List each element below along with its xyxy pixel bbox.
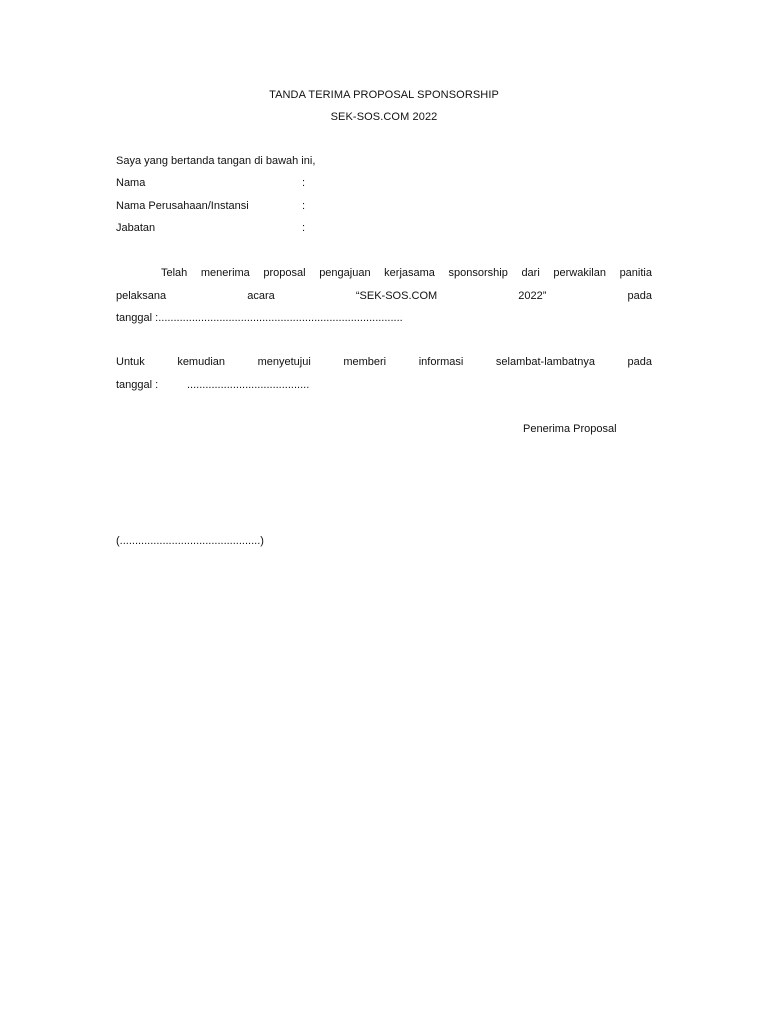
paragraph2-date-dots: ........................................	[187, 379, 310, 391]
word: Untuk	[116, 356, 145, 368]
word: selambat-lambatnya	[495, 356, 595, 368]
field-perusahaan	[116, 200, 416, 214]
paragraph2-date-label: tanggal :	[116, 379, 159, 391]
paragraph1-line2	[116, 290, 652, 302]
word: Telah	[161, 267, 188, 279]
word: dari	[521, 267, 540, 279]
word: panitia	[619, 267, 652, 279]
word: memberi	[343, 356, 387, 368]
word: kemudian	[177, 356, 226, 368]
word: informasi	[418, 356, 464, 368]
field-jabatan	[116, 222, 416, 236]
word: perwakilan	[553, 267, 606, 279]
field-label: Jabatan	[116, 222, 156, 234]
word: pengajuan	[319, 267, 371, 279]
paragraph1-line1	[161, 267, 652, 279]
document-subtitle: SEK-SOS.COM 2022	[330, 111, 438, 123]
field-colon: :	[302, 222, 306, 234]
field-colon: :	[302, 177, 306, 189]
paragraph1-date-line: tanggal :................................................................................	[116, 312, 403, 324]
word: kerjasama	[384, 267, 435, 279]
intro-text: Saya yang bertanda tangan di bawah ini,	[116, 155, 316, 167]
word: menerima	[200, 267, 250, 279]
word: “SEK-SOS.COM	[355, 290, 438, 302]
word: acara	[247, 290, 275, 302]
word: menyetujui	[257, 356, 311, 368]
field-label: Nama Perusahaan/Instansi	[116, 200, 249, 212]
paragraph2-line1	[116, 356, 652, 368]
signer-title: Penerima Proposal	[523, 423, 617, 435]
document-title: TANDA TERIMA PROPOSAL SPONSORSHIP	[269, 89, 499, 101]
word: proposal	[263, 267, 306, 279]
word: pada	[627, 290, 652, 302]
word: 2022”	[518, 290, 547, 302]
word: sponsorship	[448, 267, 508, 279]
word: pelaksana	[116, 290, 167, 302]
signature-blank: (..............................................)	[116, 535, 264, 547]
word: pada	[627, 356, 652, 368]
field-colon: :	[302, 200, 306, 212]
field-label: Nama	[116, 177, 146, 189]
field-nama	[116, 177, 416, 191]
